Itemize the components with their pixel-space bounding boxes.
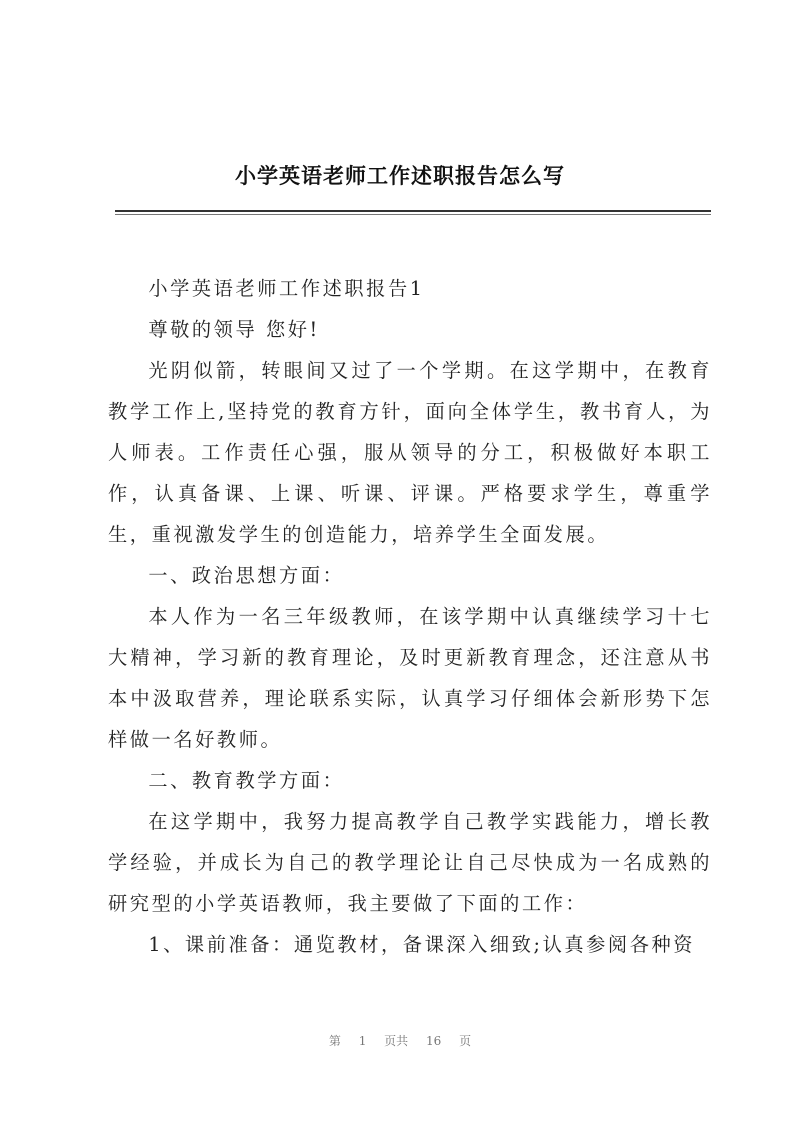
page-footer (0, 1032, 800, 1049)
footer-total-pages: 16 (426, 1034, 442, 1048)
paragraph-lesson-prep: 1、课前准备：通览教材，备课深入细致;认真参阅各种资 (148, 933, 696, 956)
title-divider-thin (115, 214, 711, 215)
paragraph-teaching: 在这学期中，我努力提高教学自己教学实践能力，增长教学经验，并成长为自己的教学理论让自己尽快成为一名成熟的研究型的小学英语教师，我主要做了下面的工作： (108, 810, 712, 915)
footer-middle: 页共 (384, 1034, 409, 1048)
section-heading-report: 小学英语老师工作述职报告1 (148, 277, 425, 300)
footer-current-page: 1 (358, 1034, 367, 1048)
document-title: 小学英语老师工作述职报告怎么写 (235, 163, 565, 188)
paragraph-intro: 光阴似箭，转眼间又过了一个学期。在这学期中，在教育教学工作上,坚持党的教育方针，面向全体学生，教书育人，为人师表。工作责任心强，服从领导的分工，积极做好本职工作，认真备课、上课、听课、评课。严格要求学生，尊重学生，重视激发学生的创造能力，培养学生全面发展。 (108, 359, 712, 546)
document-body (108, 268, 712, 965)
footer-suffix: 页 (459, 1034, 472, 1048)
paragraph-political: 本人作为一名三年级教师，在该学期中认真继续学习十七大精神，学习新的教育理论，及时更新教育理念，还注意从书本中汲取营养，理论联系实际，认真学习仔细体会新形势下怎样做一名好教师。 (108, 605, 712, 751)
title-divider-thick (115, 210, 711, 212)
section-heading-teaching: 二、教育教学方面： (148, 769, 345, 792)
footer-prefix: 第 (328, 1034, 341, 1048)
section-heading-political: 一、政治思想方面： (148, 564, 345, 587)
salutation: 尊敬的领导 您好! (148, 318, 320, 341)
